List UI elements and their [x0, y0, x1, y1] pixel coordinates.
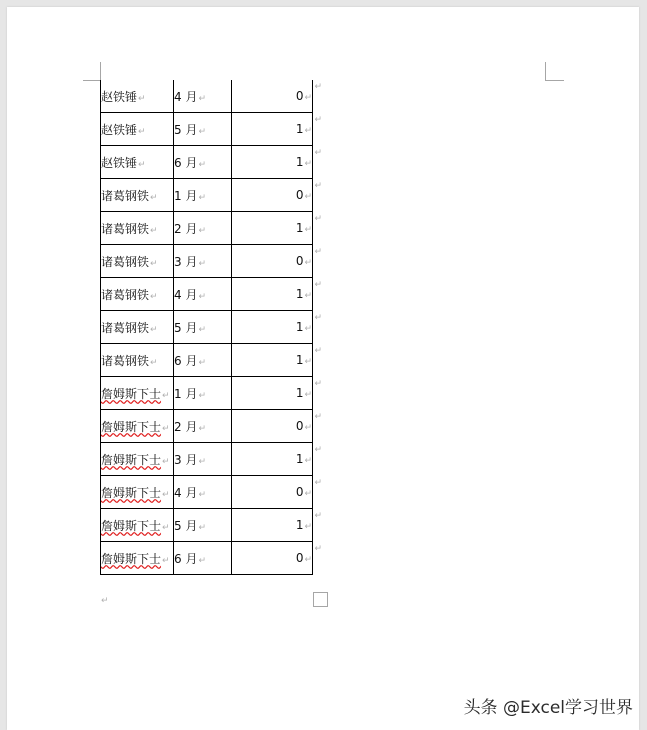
- name-cell-text: 诸葛钢铁: [101, 254, 150, 269]
- cell-end-mark: ↵: [138, 159, 146, 170]
- cell-end-mark: ↵: [198, 324, 206, 335]
- cell-end-mark: ↵: [304, 489, 312, 499]
- name-cell[interactable]: [101, 146, 174, 179]
- cell-end-mark: ↵: [304, 522, 312, 532]
- cell-end-mark: ↵: [304, 423, 312, 433]
- name-cell-text: 赵铁锤: [101, 155, 138, 170]
- table-row: [101, 443, 313, 476]
- month-cell-text: 5 月: [174, 122, 198, 137]
- table-row: [101, 80, 313, 113]
- cell-end-mark: ↵: [304, 225, 312, 235]
- value-cell[interactable]: [232, 212, 322, 245]
- value-cell-text: 1: [295, 155, 304, 169]
- cell-end-mark: ↵: [198, 555, 206, 566]
- name-cell-text: 詹姆斯下士: [101, 386, 162, 401]
- row-end-mark: ↵: [314, 280, 322, 290]
- value-cell[interactable]: [232, 245, 322, 278]
- document-page[interactable]: [7, 7, 639, 730]
- table-row: [101, 542, 313, 575]
- month-cell[interactable]: [174, 278, 232, 311]
- value-cell[interactable]: [232, 179, 322, 212]
- row-end-mark: ↵: [314, 445, 322, 455]
- name-cell[interactable]: [101, 311, 174, 344]
- cell-end-mark: ↵: [198, 522, 206, 533]
- cell-end-mark: ↵: [198, 93, 206, 104]
- value-cell-text: 1: [295, 518, 304, 532]
- value-cell[interactable]: [232, 542, 322, 575]
- value-cell-text: 0: [295, 485, 304, 499]
- table-row: [101, 245, 313, 278]
- value-cell[interactable]: [232, 113, 322, 146]
- cell-end-mark: ↵: [198, 258, 206, 269]
- table-row: [101, 179, 313, 212]
- row-end-mark: ↵: [314, 181, 322, 191]
- month-cell[interactable]: [174, 542, 232, 575]
- month-cell[interactable]: [174, 80, 232, 113]
- name-cell-text: 赵铁锤: [101, 122, 138, 137]
- value-cell-text: 0: [295, 89, 304, 103]
- cell-end-mark: ↵: [162, 423, 170, 434]
- value-cell-text: 1: [295, 452, 304, 466]
- name-cell[interactable]: [101, 179, 174, 212]
- month-cell-text: 3 月: [174, 452, 198, 467]
- cell-end-mark: ↵: [304, 324, 312, 334]
- month-cell-text: 1 月: [174, 386, 198, 401]
- value-cell[interactable]: [232, 311, 322, 344]
- value-cell[interactable]: [232, 80, 322, 113]
- table-resize-handle[interactable]: [313, 592, 328, 607]
- month-cell[interactable]: [174, 443, 232, 476]
- name-cell-text: 诸葛钢铁: [101, 320, 150, 335]
- cell-end-mark: ↵: [198, 126, 206, 137]
- month-cell-text: 4 月: [174, 89, 198, 104]
- cell-end-mark: ↵: [198, 291, 206, 302]
- cell-end-mark: ↵: [304, 93, 312, 103]
- name-cell-text: 詹姆斯下士: [101, 452, 162, 467]
- row-end-mark: ↵: [314, 115, 322, 125]
- watermark-text: 头条 @Excel学习世界: [463, 698, 633, 718]
- cell-end-mark: ↵: [138, 126, 146, 137]
- name-cell[interactable]: [101, 443, 174, 476]
- table-row: [101, 278, 313, 311]
- name-cell[interactable]: [101, 113, 174, 146]
- month-cell-text: 3 月: [174, 254, 198, 269]
- row-end-mark: ↵: [314, 148, 322, 158]
- row-end-mark: ↵: [314, 82, 322, 92]
- name-cell[interactable]: [101, 542, 174, 575]
- value-cell-text: 0: [295, 419, 304, 433]
- row-end-mark: ↵: [314, 478, 322, 488]
- table-row: [101, 146, 313, 179]
- table-row: [101, 311, 313, 344]
- margin-corner-top-right: [545, 62, 564, 81]
- data-table[interactable]: [100, 80, 322, 575]
- value-cell-text: 1: [295, 386, 304, 400]
- month-cell[interactable]: [174, 245, 232, 278]
- name-cell[interactable]: [101, 245, 174, 278]
- row-end-mark: ↵: [314, 544, 322, 554]
- row-end-mark: ↵: [314, 247, 322, 257]
- month-cell[interactable]: [174, 146, 232, 179]
- row-end-mark: ↵: [314, 511, 322, 521]
- name-cell-text: 诸葛钢铁: [101, 353, 150, 368]
- cell-end-mark: ↵: [150, 357, 158, 368]
- value-cell[interactable]: [232, 410, 322, 443]
- value-cell-text: 1: [295, 287, 304, 301]
- name-cell-text: 詹姆斯下士: [101, 518, 162, 533]
- name-cell[interactable]: [101, 80, 174, 113]
- cell-end-mark: ↵: [198, 192, 206, 203]
- cell-end-mark: ↵: [162, 390, 170, 401]
- cell-end-mark: ↵: [150, 324, 158, 335]
- value-cell-text: 1: [295, 320, 304, 334]
- table-row: [101, 344, 313, 377]
- month-cell-text: 1 月: [174, 188, 198, 203]
- cell-end-mark: ↵: [198, 159, 206, 170]
- month-cell[interactable]: [174, 344, 232, 377]
- cell-end-mark: ↵: [150, 225, 158, 236]
- month-cell[interactable]: [174, 179, 232, 212]
- cell-end-mark: ↵: [304, 159, 312, 169]
- cell-end-mark: ↵: [304, 126, 312, 136]
- value-cell-text: 1: [295, 353, 304, 367]
- value-cell[interactable]: [232, 443, 322, 476]
- cell-end-mark: ↵: [150, 291, 158, 302]
- month-cell[interactable]: [174, 212, 232, 245]
- name-cell[interactable]: [101, 212, 174, 245]
- cell-end-mark: ↵: [150, 192, 158, 203]
- name-cell[interactable]: [101, 377, 174, 410]
- value-cell[interactable]: [232, 344, 322, 377]
- month-cell-text: 2 月: [174, 221, 198, 236]
- table-row: [101, 212, 313, 245]
- month-cell-text: 6 月: [174, 551, 198, 566]
- month-cell[interactable]: [174, 410, 232, 443]
- name-cell[interactable]: [101, 344, 174, 377]
- cell-end-mark: ↵: [304, 390, 312, 400]
- cell-end-mark: ↵: [198, 225, 206, 236]
- month-cell-text: 2 月: [174, 419, 198, 434]
- name-cell-text: 诸葛钢铁: [101, 287, 150, 302]
- cell-end-mark: ↵: [304, 192, 312, 202]
- value-cell-text: 0: [295, 254, 304, 268]
- month-cell-text: 4 月: [174, 287, 198, 302]
- month-cell-text: 5 月: [174, 518, 198, 533]
- row-end-mark: ↵: [314, 346, 322, 356]
- name-cell-text: 诸葛钢铁: [101, 221, 150, 236]
- value-cell[interactable]: [232, 509, 322, 542]
- value-cell-text: 0: [295, 551, 304, 565]
- name-cell[interactable]: [101, 476, 174, 509]
- value-cell-text: 1: [295, 221, 304, 235]
- name-cell-text: 诸葛钢铁: [101, 188, 150, 203]
- row-end-mark: ↵: [314, 379, 322, 389]
- value-cell[interactable]: [232, 146, 322, 179]
- cell-end-mark: ↵: [304, 258, 312, 268]
- table-body: [101, 80, 322, 575]
- month-cell[interactable]: [174, 509, 232, 542]
- row-end-mark: ↵: [314, 214, 322, 224]
- name-cell-text: 詹姆斯下士: [101, 419, 162, 434]
- cell-end-mark: ↵: [198, 489, 206, 500]
- cell-end-mark: ↵: [198, 423, 206, 434]
- cell-end-mark: ↵: [162, 555, 170, 566]
- cell-end-mark: ↵: [198, 456, 206, 467]
- cell-end-mark: ↵: [150, 258, 158, 269]
- name-cell[interactable]: [101, 509, 174, 542]
- cell-end-mark: ↵: [198, 357, 206, 368]
- cell-end-mark: ↵: [304, 456, 312, 466]
- value-cell-text: 0: [295, 188, 304, 202]
- row-end-mark: ↵: [314, 412, 322, 422]
- table-row: [101, 377, 313, 410]
- month-cell-text: 4 月: [174, 485, 198, 500]
- cell-end-mark: ↵: [304, 555, 312, 565]
- month-cell[interactable]: [174, 311, 232, 344]
- value-cell[interactable]: [232, 278, 322, 311]
- value-cell[interactable]: [232, 476, 322, 509]
- value-cell-text: 1: [295, 122, 304, 136]
- cell-end-mark: ↵: [304, 291, 312, 301]
- cell-end-mark: ↵: [162, 489, 170, 500]
- name-cell[interactable]: [101, 278, 174, 311]
- cell-end-mark: ↵: [198, 390, 206, 401]
- margin-corner-top-left: [83, 62, 101, 81]
- cell-end-mark: ↵: [162, 456, 170, 467]
- cell-end-mark: ↵: [162, 522, 170, 533]
- name-cell-text: 赵铁锤: [101, 89, 138, 104]
- table-row: [101, 509, 313, 542]
- month-cell[interactable]: [174, 476, 232, 509]
- table-row: [101, 113, 313, 146]
- paragraph-mark: ↵: [101, 596, 109, 606]
- name-cell-text: 詹姆斯下士: [101, 551, 162, 566]
- cell-end-mark: ↵: [304, 357, 312, 367]
- cell-end-mark: ↵: [138, 93, 146, 104]
- month-cell-text: 6 月: [174, 353, 198, 368]
- table-row: [101, 410, 313, 443]
- name-cell[interactable]: [101, 410, 174, 443]
- month-cell[interactable]: [174, 377, 232, 410]
- table-row: [101, 476, 313, 509]
- month-cell[interactable]: [174, 113, 232, 146]
- row-end-mark: ↵: [314, 313, 322, 323]
- value-cell[interactable]: [232, 377, 322, 410]
- name-cell-text: 詹姆斯下士: [101, 485, 162, 500]
- month-cell-text: 6 月: [174, 155, 198, 170]
- month-cell-text: 5 月: [174, 320, 198, 335]
